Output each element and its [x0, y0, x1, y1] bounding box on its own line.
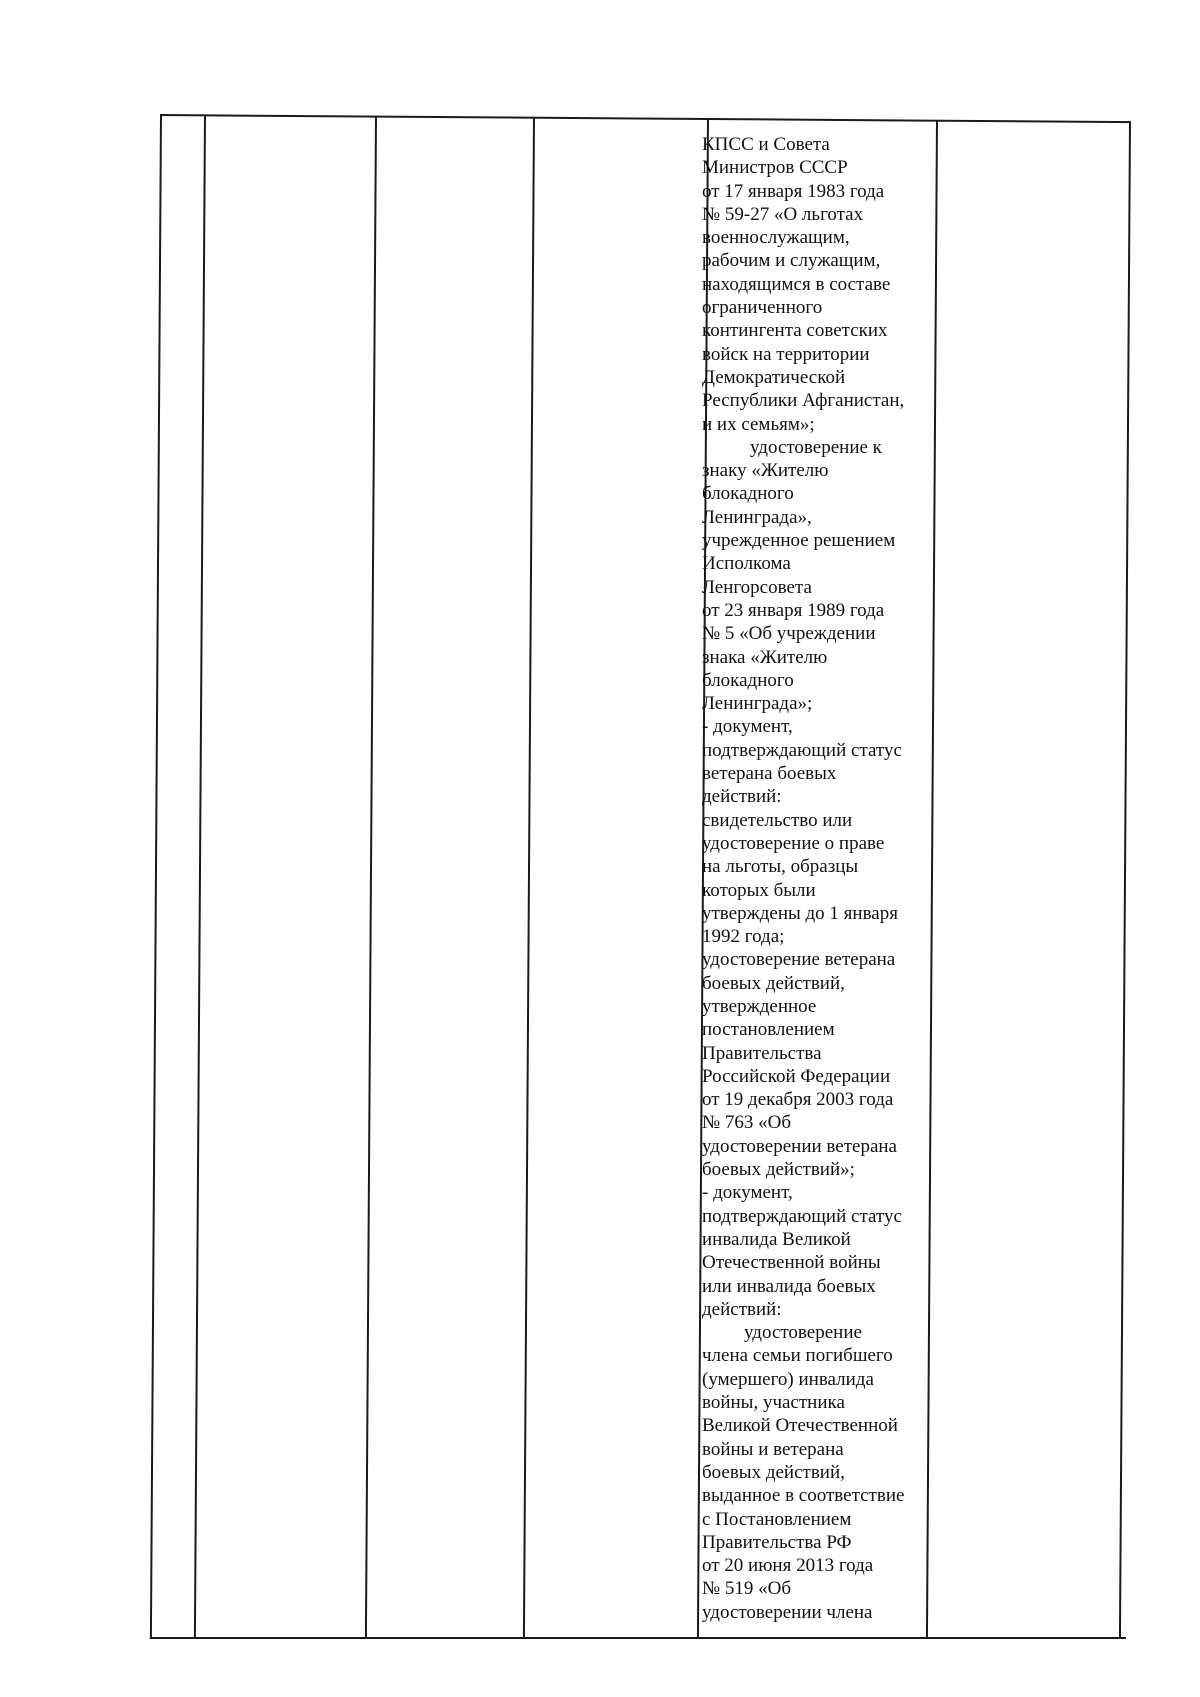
- cell-line: (умершего) инвалида: [702, 1368, 874, 1390]
- cell-line: войск на территории: [702, 343, 870, 365]
- cell-line: рабочим и служащим,: [702, 250, 881, 272]
- cell-line: выданное в соответствие: [702, 1485, 905, 1507]
- cell-line: Демократической: [702, 366, 846, 388]
- cell-line: удостоверение: [744, 1322, 862, 1344]
- cell-line: блокадного: [702, 669, 794, 691]
- cell-line: удостоверение о праве: [702, 832, 885, 854]
- cell-line: боевых действий,: [702, 1461, 845, 1483]
- cell-line: Исполкома: [702, 553, 791, 575]
- cell-line: Отечественной войны: [702, 1252, 881, 1274]
- cell-line: Российской Федерации: [702, 1065, 891, 1087]
- cell-line: от 23 января 1989 года: [702, 599, 885, 621]
- table-top-border: [160, 114, 1131, 123]
- documents-cell: [702, 133, 942, 1624]
- cell-line: 1992 года;: [702, 926, 785, 948]
- table-column-border: [365, 116, 377, 1639]
- cell-line: подтверждающий статус: [702, 1205, 902, 1227]
- cell-line: ветерана боевых: [702, 763, 837, 785]
- cell-line: удостоверении члена: [702, 1601, 873, 1623]
- cell-line: № 519 «Об: [702, 1578, 792, 1600]
- cell-line: инвалида Великой: [702, 1228, 851, 1250]
- cell-line: действий:: [702, 1298, 782, 1320]
- cell-line: знаку «Жителю: [702, 460, 829, 482]
- cell-line: Ленгорсовета: [702, 576, 812, 598]
- cell-line: Ленинграда»;: [702, 693, 813, 715]
- table-column-border: [523, 117, 535, 1639]
- cell-line: № 763 «Об: [702, 1112, 792, 1134]
- cell-line: войны и ветерана: [702, 1438, 844, 1460]
- cell-line: боевых действий»;: [702, 1159, 855, 1181]
- cell-line: свидетельство или: [702, 809, 853, 831]
- cell-line: № 5 «Об учреждении: [702, 623, 876, 645]
- cell-line: войны, участника: [702, 1392, 845, 1414]
- cell-line: КПСС и Совета: [702, 134, 830, 155]
- table-bottom-border: [150, 1637, 1126, 1639]
- cell-line: члена семьи погибшего: [702, 1345, 893, 1367]
- cell-line: и их семьям»;: [702, 413, 815, 435]
- cell-line: утвержденное: [702, 995, 817, 1017]
- cell-line: или инвалида боевых: [702, 1275, 876, 1297]
- cell-line: удостоверение к: [750, 436, 882, 458]
- cell-line: от 17 января 1983 года: [702, 180, 885, 202]
- cell-line: Министров СССР: [702, 157, 848, 179]
- cell-line: действий:: [702, 786, 782, 808]
- cell-line: удостоверении ветерана: [702, 1135, 897, 1157]
- cell-line: утверждены до 1 января: [702, 902, 898, 924]
- cell-line: знака «Жителю: [702, 646, 828, 668]
- cell-line: находящимся в составе: [702, 273, 891, 295]
- cell-line: Великой Отечественной: [702, 1415, 898, 1437]
- cell-line: на льготы, образцы: [702, 856, 859, 878]
- table-column-border: [194, 115, 206, 1639]
- cell-line: ограниченного: [702, 297, 823, 319]
- cell-line: - документ,: [702, 716, 793, 738]
- cell-line: постановлением: [702, 1019, 835, 1041]
- cell-line: - документ,: [702, 1182, 793, 1204]
- cell-line: подтверждающий статус: [702, 739, 902, 761]
- cell-line: которых были: [702, 879, 816, 901]
- cell-line: с Постановлением: [702, 1508, 852, 1530]
- cell-line: удостоверение ветерана: [702, 949, 896, 971]
- cell-line: от 20 июня 2013 года: [702, 1555, 874, 1577]
- cell-line: блокадного: [702, 483, 794, 505]
- table-column-border: [150, 114, 162, 1639]
- cell-line: Республики Афганистан,: [702, 390, 905, 412]
- table-column-border: [1119, 123, 1131, 1639]
- cell-line: Правительства РФ: [702, 1531, 852, 1553]
- cell-line: № 59-27 «О льготах: [702, 203, 864, 225]
- cell-line: Ленинграда»,: [702, 506, 812, 528]
- cell-line: боевых действий,: [702, 972, 845, 994]
- cell-line: от 19 декабря 2003 года: [702, 1089, 894, 1111]
- cell-line: Правительства: [702, 1042, 822, 1064]
- cell-line: контингента советских: [702, 320, 888, 342]
- cell-line: учрежденное решением: [702, 530, 896, 552]
- cell-line: военнослужащим,: [702, 227, 850, 249]
